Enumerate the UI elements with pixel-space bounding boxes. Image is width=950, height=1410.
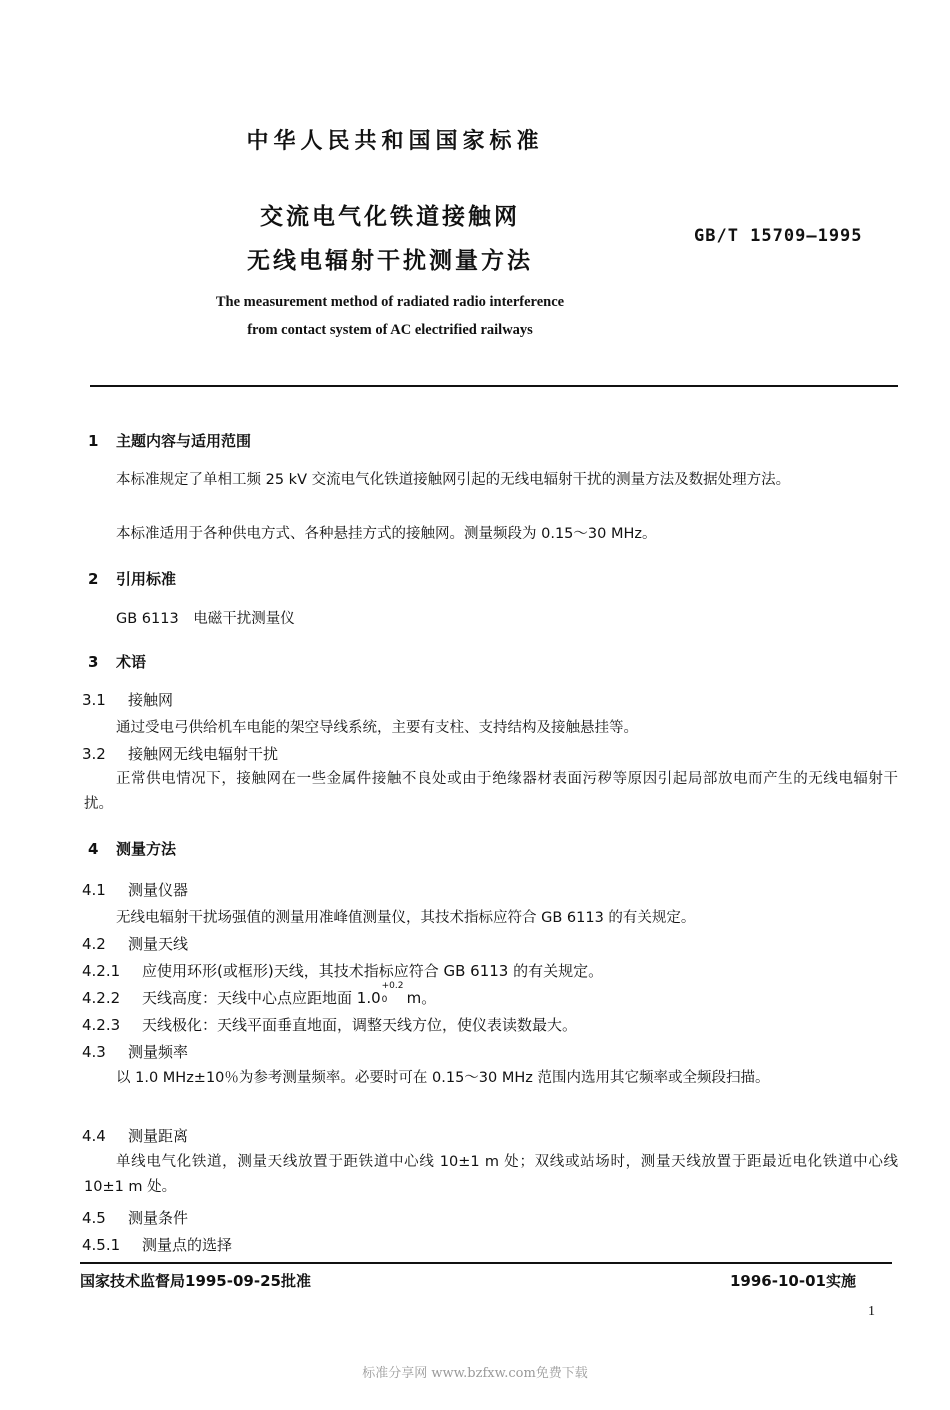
standard-number: GB/T 15709—1995 — [694, 226, 863, 246]
section-2-heading — [88, 568, 176, 589]
subsection-title: 接触网 — [128, 691, 174, 709]
subsection-4-3-heading — [82, 1041, 188, 1062]
clause-number: 4.2.3 — [82, 1016, 121, 1034]
section-3-heading — [88, 651, 146, 672]
title-cn-line2: 无线电辐射干扰测量方法 — [247, 248, 533, 274]
section-title: 主题内容与适用范围 — [116, 432, 252, 450]
reference-gb6113: GB 6113 电磁干扰测量仪 — [116, 611, 295, 627]
national-standard-heading: 中华人民共和国国家标准 — [246, 129, 544, 154]
subsection-number: 4.5 — [82, 1209, 106, 1227]
clause-number: 4.5.1 — [82, 1236, 121, 1254]
tolerance-upper: +0.2 — [381, 981, 404, 991]
section-number: 1 — [88, 432, 99, 450]
subsection-number: 3.2 — [82, 745, 106, 763]
clause-text: 应使用环形(或框形)天线，其技术指标应符合 GB 6113 的有关规定。 — [142, 962, 604, 980]
clause-4-2-1 — [82, 960, 603, 981]
section-number: 2 — [88, 570, 99, 588]
clause-4-2-2 — [82, 981, 437, 1008]
clause-text: 天线极化：天线平面垂直地面，调整天线方位，使仪表读数最大。 — [142, 1016, 578, 1034]
subsection-number: 3.1 — [82, 691, 106, 709]
watermark-text: 标准分享网 www.bzfxw.com免费下载 — [362, 1366, 588, 1381]
subsection-4-2-heading — [82, 933, 188, 954]
subsection-title: 测量距离 — [128, 1127, 189, 1145]
title-cn-line1: 交流电气化铁道接触网 — [260, 204, 520, 230]
subsection-4-4-heading — [82, 1125, 188, 1146]
tolerance-superscript — [381, 981, 407, 1005]
subsection-4-4-text: 单线电气化铁道，测量天线放置于距铁道中心线 10±1 m 处；双线或站场时，测量天线放置于距最近电化铁道中心线 10±1 m 处。 — [84, 1154, 898, 1195]
top-rule — [90, 385, 898, 387]
subsection-title: 测量条件 — [128, 1209, 189, 1227]
page-number: 1 — [868, 1304, 875, 1319]
section-title: 测量方法 — [116, 840, 177, 858]
subsection-3-1-text: 通过受电弓供给机车电能的架空导线系统，主要有支柱、支持结构及接触悬挂等。 — [116, 720, 638, 736]
subsection-4-1-text: 无线电辐射干扰场强值的测量用准峰值测量仪，其技术指标应符合 GB 6113 的有关规定。 — [116, 910, 696, 926]
subsection-4-1-heading — [82, 879, 188, 900]
section-title: 术语 — [116, 653, 147, 671]
clause-4-2-3 — [82, 1014, 577, 1035]
subsection-number: 4.1 — [82, 881, 106, 899]
clause-title: 测量点的选择 — [142, 1236, 233, 1254]
subsection-title: 测量仪器 — [128, 881, 189, 899]
clause-number: 4.2.2 — [82, 989, 121, 1007]
subsection-title: 测量天线 — [128, 935, 189, 953]
bottom-rule — [80, 1262, 892, 1264]
section-1-paragraph-1: 本标准规定了单相工频 25 kV 交流电气化铁道接触网引起的无线电辐射干扰的测量方法及数据处理方法。 — [116, 472, 791, 488]
effective-date: 1996-10-01实施 — [730, 1272, 856, 1290]
section-number: 3 — [88, 653, 99, 671]
section-1-paragraph-2: 本标准适用于各种供电方式、各种悬挂方式的接触网。测量频段为 0.15～30 MHz。 — [116, 526, 657, 542]
clause-text-unit: m。 — [406, 989, 437, 1007]
clause-number: 4.2.1 — [82, 962, 121, 980]
subsection-3-1-heading — [82, 689, 173, 710]
subsection-number: 4.2 — [82, 935, 106, 953]
title-en-line1: The measurement method of radiated radio interference — [215, 294, 565, 310]
approval-date: 国家技术监督局1995-09-25批准 — [80, 1272, 311, 1290]
clause-4-5-1 — [82, 1234, 232, 1255]
title-en-line2: from contact system of AC electrified railways — [247, 322, 533, 338]
subsection-number: 4.4 — [82, 1127, 106, 1145]
subsection-number: 4.3 — [82, 1043, 106, 1061]
subsection-3-2-text: 正常供电情况下，接触网在一些金属件接触不良处或由于绝缘器材表面污秽等原因引起局部放电而产生的无线电辐射干扰。 — [84, 771, 898, 812]
subsection-title: 接触网无线电辐射干扰 — [128, 745, 279, 763]
clause-text: 天线高度：天线中心点应距地面 1.0 — [142, 989, 381, 1007]
subsection-4-5-heading — [82, 1207, 188, 1228]
tolerance-lower: 0 — [381, 995, 388, 1005]
subsection-4-3-text: 以 1.0 MHz±10％为参考测量频率。必要时可在 0.15～30 MHz 范围内选用其它频率或全频段扫描。 — [116, 1070, 770, 1086]
section-1-heading — [88, 430, 251, 451]
section-4-heading — [88, 838, 176, 859]
subsection-title: 测量频率 — [128, 1043, 189, 1061]
section-number: 4 — [88, 840, 99, 858]
subsection-3-2-heading — [82, 743, 278, 764]
section-title: 引用标准 — [116, 570, 177, 588]
